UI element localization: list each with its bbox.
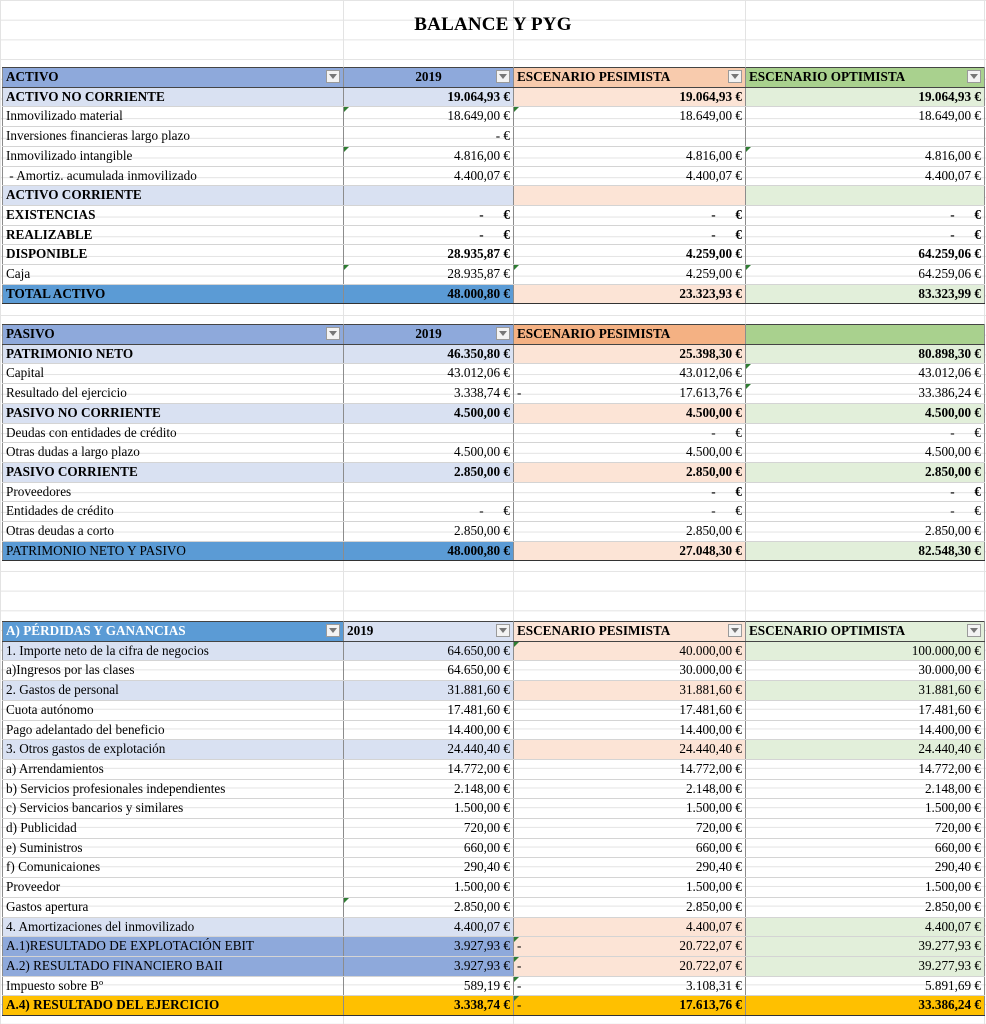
row-label[interactable]: Impuesto sobre Bº	[3, 976, 344, 996]
value-cell[interactable]: - €	[344, 225, 514, 245]
pesimista-header-cell[interactable]: ESCENARIO PESIMISTA	[514, 325, 746, 345]
value-cell[interactable]	[344, 423, 514, 443]
table-row	[3, 661, 985, 681]
value-cell[interactable]: 64.650,00 €	[344, 661, 514, 681]
table-row	[3, 205, 985, 225]
row-label[interactable]: a)Ingresos por las clases	[3, 661, 344, 681]
pesimista-header-cell[interactable]: ESCENARIO PESIMISTA	[514, 68, 746, 88]
table-row	[3, 364, 985, 384]
year-header-cell[interactable]: 2019	[344, 622, 514, 642]
activo-header-row	[3, 68, 985, 88]
pasivo-table	[2, 324, 985, 561]
row-label[interactable]: Cuota autónomo	[3, 700, 344, 720]
table-row	[3, 423, 985, 443]
value-cell[interactable]: 4.816,00 €	[514, 146, 746, 166]
value-cell[interactable]	[514, 956, 746, 976]
pyg-table	[2, 621, 985, 1016]
value-cell[interactable]: 14.400,00 €	[344, 720, 514, 740]
table-row	[3, 937, 985, 957]
total-row	[3, 541, 985, 561]
value-cell[interactable]: 18.649,00 €	[746, 107, 985, 127]
negative-sign: -	[517, 977, 522, 993]
pyg-header-cell[interactable]: A) PÉRDIDAS Y GANANCIAS	[3, 622, 344, 642]
table-row	[3, 107, 985, 127]
row-label[interactable]: TOTAL ACTIVO	[3, 284, 344, 304]
value-cell[interactable]: 43.012,06 €	[344, 364, 514, 384]
table-row	[3, 956, 985, 976]
row-label[interactable]: 1. Importe neto de la cifra de negocios	[3, 641, 344, 661]
value-cell[interactable]	[514, 186, 746, 206]
value-cell[interactable]: 19.064,93 €	[746, 87, 985, 107]
value-cell[interactable]: 4.500,00 €	[514, 403, 746, 423]
table-row	[3, 127, 985, 147]
table-row	[3, 225, 985, 245]
table-row	[3, 759, 985, 779]
value-cell[interactable]: - €	[514, 205, 746, 225]
cell-value: 20.722,07 €	[679, 938, 742, 954]
table-row	[3, 245, 985, 265]
value-cell[interactable]: 30.000,00 €	[746, 661, 985, 681]
value-cell[interactable]: 4.500,00 €	[746, 443, 985, 463]
pasivo-header-row	[3, 325, 985, 345]
negative-sign: -	[517, 997, 522, 1013]
table-row	[3, 779, 985, 799]
value-cell[interactable]: 43.012,06 €	[514, 364, 746, 384]
total-row	[3, 996, 985, 1016]
value-cell[interactable]: 720,00 €	[514, 819, 746, 839]
row-label[interactable]: DISPONIBLE	[3, 245, 344, 265]
value-cell[interactable]: 5.891,69 €	[746, 976, 985, 996]
row-label[interactable]: 4. Amortizaciones del inmovilizado	[3, 917, 344, 937]
row-label[interactable]: EXISTENCIAS	[3, 205, 344, 225]
value-cell[interactable]: 25.398,30 €	[514, 344, 746, 364]
row-label[interactable]: PATRIMONIO NETO	[3, 344, 344, 364]
filter-dropdown-icon[interactable]	[496, 70, 510, 83]
row-label[interactable]: Inmovilizado intangible	[3, 146, 344, 166]
filter-dropdown-icon[interactable]	[496, 327, 510, 340]
row-label[interactable]: PASIVO CORRIENTE	[3, 462, 344, 482]
value-cell[interactable]: 64.259,06 €	[746, 265, 985, 285]
table-row	[3, 146, 985, 166]
row-label[interactable]: Entidades de crédito	[3, 502, 344, 522]
value-cell[interactable]: 290,40 €	[746, 858, 985, 878]
filter-dropdown-icon[interactable]	[967, 70, 981, 83]
value-cell[interactable]: 14.400,00 €	[514, 720, 746, 740]
value-cell[interactable]: 2.148,00 €	[514, 779, 746, 799]
table-row	[3, 522, 985, 542]
value-cell[interactable]: 17.481,60 €	[746, 700, 985, 720]
activo-header-cell[interactable]: ACTIVO	[3, 68, 344, 88]
value-cell[interactable]: 720,00 €	[746, 819, 985, 839]
table-row	[3, 858, 985, 878]
row-label[interactable]: Inversiones financieras largo plazo	[3, 127, 344, 147]
value-cell[interactable]: 100.000,00 €	[746, 641, 985, 661]
row-label[interactable]: f) Comunicaiones	[3, 858, 344, 878]
table-row	[3, 384, 985, 404]
row-label[interactable]: ACTIVO NO CORRIENTE	[3, 87, 344, 107]
row-label[interactable]: d) Publicidad	[3, 819, 344, 839]
value-cell[interactable]: - €	[746, 502, 985, 522]
value-cell[interactable]	[746, 127, 985, 147]
value-cell[interactable]: 82.548,30 €	[746, 541, 985, 561]
value-cell[interactable]: - €	[746, 225, 985, 245]
row-label[interactable]: 2. Gastos de personal	[3, 681, 344, 701]
row-label[interactable]: Deudas con entidades de crédito	[3, 423, 344, 443]
filter-dropdown-icon[interactable]	[326, 624, 340, 637]
value-cell[interactable]: - €	[746, 205, 985, 225]
value-cell[interactable]: 48.000,80 €	[344, 284, 514, 304]
value-cell[interactable]: 4.500,00 €	[746, 403, 985, 423]
row-label[interactable]: A.1)RESULTADO DE EXPLOTACIÓN EBIT	[3, 937, 344, 957]
value-cell[interactable]: 660,00 €	[514, 838, 746, 858]
pesimista-header-cell[interactable]: ESCENARIO PESIMISTA	[514, 622, 746, 642]
table-row	[3, 403, 985, 423]
value-cell[interactable]: 2.850,00 €	[746, 897, 985, 917]
value-cell[interactable]: 33.386,24 €	[746, 384, 985, 404]
table-row	[3, 720, 985, 740]
cell-value: 17.613,76 €	[679, 385, 742, 401]
cell-value: 17.613,76 €	[679, 997, 742, 1013]
filter-dropdown-icon[interactable]	[326, 327, 340, 340]
value-cell[interactable]: 4.400,07 €	[514, 917, 746, 937]
row-label[interactable]: PATRIMONIO NETO Y PASIVO	[3, 541, 344, 561]
row-label[interactable]: ACTIVO CORRIENTE	[3, 186, 344, 206]
value-cell[interactable]: 64.259,06 €	[746, 245, 985, 265]
value-cell[interactable]: 2.850,00 €	[746, 522, 985, 542]
value-cell[interactable]: 14.772,00 €	[344, 759, 514, 779]
value-cell[interactable]: - €	[514, 482, 746, 502]
row-label[interactable]: A.2) RESULTADO FINANCIERO BAII	[3, 956, 344, 976]
value-cell[interactable]: 4.259,00 €	[514, 265, 746, 285]
value-cell[interactable]: - €	[746, 482, 985, 502]
value-cell[interactable]: - €	[514, 423, 746, 443]
value-cell[interactable]: 17.481,60 €	[514, 700, 746, 720]
value-cell[interactable]: 2.148,00 €	[746, 779, 985, 799]
value-cell[interactable]: 660,00 €	[344, 838, 514, 858]
value-cell[interactable]: 4.816,00 €	[344, 146, 514, 166]
value-cell[interactable]: 24.440,40 €	[344, 740, 514, 760]
table-row	[3, 641, 985, 661]
value-cell[interactable]: 18.649,00 €	[514, 107, 746, 127]
table-row	[3, 917, 985, 937]
value-cell[interactable]	[514, 976, 746, 996]
negative-sign: -	[517, 957, 522, 973]
year-header-cell[interactable]: 2019	[344, 68, 514, 88]
row-label[interactable]: c) Servicios bancarios y similares	[3, 799, 344, 819]
value-cell[interactable]: 589,19 €	[344, 976, 514, 996]
value-cell[interactable]: 290,40 €	[344, 858, 514, 878]
filter-dropdown-icon[interactable]	[326, 70, 340, 83]
cell-value: 20.722,07 €	[679, 957, 742, 973]
value-cell[interactable]: 2.850,00 €	[344, 897, 514, 917]
table-row	[3, 502, 985, 522]
table-row	[3, 799, 985, 819]
filter-dropdown-icon[interactable]	[967, 624, 981, 637]
row-label[interactable]: b) Servicios profesionales independientes	[3, 779, 344, 799]
row-label[interactable]: a) Arrendamientos	[3, 759, 344, 779]
row-label[interactable]: Inmovilizado material	[3, 107, 344, 127]
negative-sign: -	[517, 938, 522, 954]
value-cell[interactable]: - €	[514, 225, 746, 245]
value-cell[interactable]: 28.935,87 €	[344, 265, 514, 285]
value-cell[interactable]	[514, 996, 746, 1016]
row-label[interactable]: e) Suministros	[3, 838, 344, 858]
filter-dropdown-icon[interactable]	[728, 70, 742, 83]
value-cell[interactable]: - €	[344, 205, 514, 225]
value-cell[interactable]: 83.323,99 €	[746, 284, 985, 304]
value-cell[interactable]	[746, 186, 985, 206]
row-label[interactable]: Proveedor	[3, 878, 344, 898]
value-cell[interactable]: 1.500,00 €	[344, 878, 514, 898]
value-cell[interactable]: 1.500,00 €	[514, 799, 746, 819]
value-cell[interactable]: 1.500,00 €	[344, 799, 514, 819]
total-row	[3, 284, 985, 304]
table-row	[3, 443, 985, 463]
value-cell[interactable]: 23.323,93 €	[514, 284, 746, 304]
value-cell[interactable]: 3.927,93 €	[344, 937, 514, 957]
row-label[interactable]: - Amortiz. acumulada inmovilizado	[3, 166, 344, 186]
cell-value: 3.108,31 €	[685, 977, 742, 993]
value-cell[interactable]: 39.277,93 €	[746, 956, 985, 976]
value-cell[interactable]: 2.850,00 €	[344, 522, 514, 542]
row-label[interactable]: 3. Otros gastos de explotación	[3, 740, 344, 760]
value-cell[interactable]: 720,00 €	[344, 819, 514, 839]
row-label[interactable]: Capital	[3, 364, 344, 384]
optimista-header-cell[interactable]	[746, 325, 985, 345]
table-row	[3, 976, 985, 996]
value-cell[interactable]: 48.000,80 €	[344, 541, 514, 561]
row-label[interactable]: Gastos apertura	[3, 897, 344, 917]
value-cell[interactable]: 43.012,06 €	[746, 364, 985, 384]
table-row	[3, 462, 985, 482]
row-label[interactable]: Caja	[3, 265, 344, 285]
value-cell[interactable]: 33.386,24 €	[746, 996, 985, 1016]
year-header-cell[interactable]: 2019	[344, 325, 514, 345]
value-cell[interactable]: - €	[514, 502, 746, 522]
table-row	[3, 87, 985, 107]
value-cell[interactable]: 4.259,00 €	[514, 245, 746, 265]
row-label[interactable]: Pago adelantado del beneficio	[3, 720, 344, 740]
filter-dropdown-icon[interactable]	[728, 624, 742, 637]
value-cell[interactable]: 4.500,00 €	[344, 403, 514, 423]
value-cell[interactable]: 28.935,87 €	[344, 245, 514, 265]
value-cell[interactable]: 290,40 €	[514, 858, 746, 878]
value-cell[interactable]: 3.338,74 €	[344, 996, 514, 1016]
row-label[interactable]: Otras dudas a largo plazo	[3, 443, 344, 463]
value-cell[interactable]: 2.850,00 €	[746, 462, 985, 482]
value-cell[interactable]: 24.440,40 €	[514, 740, 746, 760]
row-label[interactable]: Proveedores	[3, 482, 344, 502]
row-label[interactable]: Otras deudas a corto	[3, 522, 344, 542]
value-cell[interactable]: 80.898,30 €	[746, 344, 985, 364]
table-row	[3, 344, 985, 364]
value-cell[interactable]	[344, 482, 514, 502]
value-cell[interactable]: 30.000,00 €	[514, 661, 746, 681]
table-row	[3, 740, 985, 760]
value-cell[interactable]: 46.350,80 €	[344, 344, 514, 364]
value-cell[interactable]: 27.048,30 €	[514, 541, 746, 561]
table-row	[3, 819, 985, 839]
value-cell[interactable]	[514, 937, 746, 957]
table-row	[3, 878, 985, 898]
value-cell[interactable]: 2.850,00 €	[514, 462, 746, 482]
table-row	[3, 681, 985, 701]
value-cell[interactable]: 4.400,07 €	[344, 917, 514, 937]
value-cell[interactable]: 64.650,00 €	[344, 641, 514, 661]
value-cell[interactable]: 1.500,00 €	[514, 878, 746, 898]
value-cell[interactable]: 24.440,40 €	[746, 740, 985, 760]
value-cell[interactable]	[514, 384, 746, 404]
table-row	[3, 482, 985, 502]
value-cell[interactable]: 4.400,07 €	[746, 917, 985, 937]
table-row	[3, 897, 985, 917]
value-cell[interactable]: 2.850,00 €	[514, 522, 746, 542]
value-cell[interactable]: 14.772,00 €	[514, 759, 746, 779]
value-cell[interactable]: 1.500,00 €	[746, 878, 985, 898]
row-label[interactable]: A.4) RESULTADO DEL EJERCICIO	[3, 996, 344, 1016]
value-cell[interactable]: 31.881,60 €	[746, 681, 985, 701]
pasivo-header-cell[interactable]: PASIVO	[3, 325, 344, 345]
table-row	[3, 838, 985, 858]
value-cell[interactable]: - €	[344, 502, 514, 522]
value-cell[interactable]: 19.064,93 €	[514, 87, 746, 107]
negative-sign: -	[517, 385, 522, 401]
value-cell[interactable]: 4.400,07 €	[514, 166, 746, 186]
table-row	[3, 166, 985, 186]
value-cell[interactable]	[514, 127, 746, 147]
row-label[interactable]: Resultado del ejercicio	[3, 384, 344, 404]
value-cell[interactable]: 4.400,07 €	[746, 166, 985, 186]
table-row	[3, 700, 985, 720]
value-cell[interactable]: 660,00 €	[746, 838, 985, 858]
value-cell[interactable]: 18.649,00 €	[344, 107, 514, 127]
value-cell[interactable]	[344, 186, 514, 206]
table-row	[3, 265, 985, 285]
page-title: BALANCE Y PYG	[414, 14, 572, 35]
pyg-header-row	[3, 622, 985, 642]
value-cell[interactable]: - €	[746, 423, 985, 443]
value-cell[interactable]: 1.500,00 €	[746, 799, 985, 819]
row-label[interactable]: PASIVO NO CORRIENTE	[3, 403, 344, 423]
value-cell[interactable]: 4.500,00 €	[514, 443, 746, 463]
value-cell[interactable]: 3.927,93 €	[344, 956, 514, 976]
value-cell[interactable]: 19.064,93 €	[344, 87, 514, 107]
activo-table	[2, 67, 985, 304]
value-cell[interactable]: 2.148,00 €	[344, 779, 514, 799]
table-row	[3, 186, 985, 206]
row-label[interactable]: REALIZABLE	[3, 225, 344, 245]
value-cell[interactable]: 3.338,74 €	[344, 384, 514, 404]
filter-dropdown-icon[interactable]	[496, 624, 510, 637]
value-cell[interactable]: 31.881,60 €	[514, 681, 746, 701]
value-cell[interactable]: 4.400,07 €	[344, 166, 514, 186]
value-cell[interactable]: 40.000,00 €	[514, 641, 746, 661]
value-cell[interactable]: 14.400,00 €	[746, 720, 985, 740]
value-cell[interactable]: 31.881,60 €	[344, 681, 514, 701]
value-cell[interactable]: 4.816,00 €	[746, 146, 985, 166]
value-cell[interactable]: - €	[344, 127, 514, 147]
optimista-header-cell[interactable]: ESCENARIO OPTIMISTA	[746, 622, 985, 642]
value-cell[interactable]: 14.772,00 €	[746, 759, 985, 779]
value-cell[interactable]: 39.277,93 €	[746, 937, 985, 957]
value-cell[interactable]: 2.850,00 €	[514, 897, 746, 917]
optimista-header-cell[interactable]: ESCENARIO OPTIMISTA	[746, 68, 985, 88]
value-cell[interactable]: 4.500,00 €	[344, 443, 514, 463]
value-cell[interactable]: 2.850,00 €	[344, 462, 514, 482]
value-cell[interactable]: 17.481,60 €	[344, 700, 514, 720]
